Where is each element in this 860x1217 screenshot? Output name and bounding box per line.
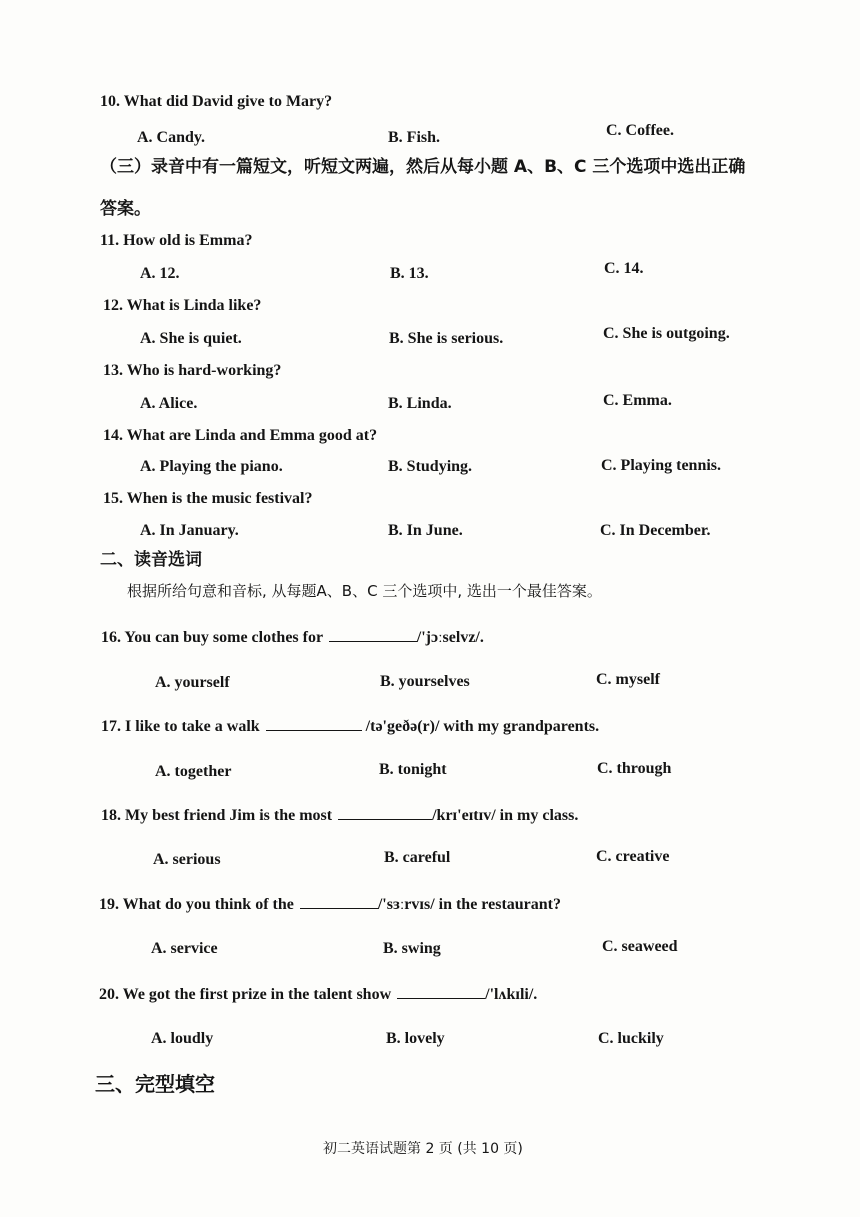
question-19-option-c: C. seaweed	[602, 938, 678, 955]
question-11-option-c: C. 14.	[604, 260, 644, 277]
question-19-phonetic: /'sɜːrvɪs/ in the restaurant?	[377, 896, 561, 913]
page-footer: 初二英语试题第 2 页 (共 10 页)	[323, 1141, 523, 1157]
question-16-option-b: B. yourselves	[380, 673, 470, 690]
question-15-stem: 15. When is the music festival?	[103, 490, 313, 507]
question-14-stem: 14. What are Linda and Emma good at?	[103, 427, 378, 444]
part-3-heading: 三、完型填空	[95, 1072, 215, 1096]
answer-blank	[338, 805, 432, 820]
question-17	[101, 716, 599, 737]
question-18-phonetic: /krɪ'eɪtɪv/ in my class.	[432, 807, 579, 824]
question-14-option-b: B. Studying.	[388, 458, 473, 475]
question-14-option-a: A. Playing the piano.	[140, 458, 283, 475]
question-19-option-b: B. swing	[383, 940, 441, 957]
question-14-option-c: C. Playing tennis.	[601, 457, 722, 474]
question-20	[99, 984, 537, 1005]
question-20-option-b: B. lovely	[386, 1030, 445, 1047]
section-3-instruction-line2: 答案。	[100, 199, 151, 219]
section-3-instruction-line1: （三）录音中有一篇短文，听短文两遍，然后从每小题 A、B、C 三个选项中选出正确	[100, 157, 746, 177]
question-16	[101, 627, 484, 648]
question-18-stem: 18. My best friend Jim is the most	[101, 807, 333, 824]
question-18-option-c: C. creative	[596, 848, 670, 865]
question-17-phonetic: /tə'geðə(r)/ with my grandparents.	[365, 718, 600, 735]
question-15-option-c: C. In December.	[600, 522, 711, 539]
question-11-stem: 11. How old is Emma?	[100, 232, 253, 249]
question-16-phonetic: /'jɔːselvz/.	[416, 629, 484, 646]
question-13-option-b: B. Linda.	[388, 395, 452, 412]
question-12-option-b: B. She is serious.	[389, 330, 504, 347]
question-12-option-a: A. She is quiet.	[140, 330, 242, 347]
answer-blank	[397, 984, 485, 999]
question-20-stem: 20. We got the first prize in the talent show	[99, 986, 392, 1003]
question-13-option-c: C. Emma.	[603, 392, 672, 409]
question-15-option-a: A. In January.	[140, 522, 239, 539]
answer-blank	[300, 894, 378, 909]
question-10-option-a: A. Candy.	[137, 129, 206, 146]
question-19	[99, 894, 561, 915]
question-17-option-b: B. tonight	[379, 761, 447, 778]
part-2-instruction: 根据所给句意和音标, 从每题A、B、C 三个选项中, 选出一个最佳答案。	[127, 582, 602, 600]
question-16-option-a: A. yourself	[155, 674, 230, 691]
question-20-option-a: A. loudly	[151, 1030, 214, 1047]
question-17-stem: 17. I like to take a walk	[101, 718, 260, 735]
question-16-option-c: C. myself	[596, 671, 660, 688]
question-11-option-a: A. 12.	[140, 265, 180, 282]
part-2-heading: 二、读音选词	[100, 550, 202, 570]
question-17-option-a: A. together	[155, 763, 232, 780]
question-10-stem: 10. What did David give to Mary?	[100, 93, 333, 110]
question-12-option-c: C. She is outgoing.	[603, 325, 730, 342]
question-20-option-c: C. luckily	[598, 1030, 664, 1047]
answer-blank	[329, 627, 417, 642]
question-18-option-b: B. careful	[384, 849, 451, 866]
question-10-option-c: C. Coffee.	[606, 122, 674, 139]
question-15-option-b: B. In June.	[388, 522, 463, 539]
question-11-option-b: B. 13.	[390, 265, 429, 282]
question-13-option-a: A. Alice.	[140, 395, 198, 412]
question-16-stem: 16. You can buy some clothes for	[101, 629, 323, 646]
question-19-option-a: A. service	[151, 940, 218, 957]
question-13-stem: 13. Who is hard-working?	[103, 362, 282, 379]
question-17-option-c: C. through	[597, 760, 672, 777]
question-18-option-a: A. serious	[153, 851, 221, 868]
question-20-phonetic: /'lʌkɪli/.	[485, 986, 538, 1003]
question-18	[101, 805, 578, 826]
answer-blank	[266, 716, 362, 731]
question-10-option-b: B. Fish.	[388, 129, 441, 146]
question-19-stem: 19. What do you think of the	[99, 896, 294, 913]
question-12-stem: 12. What is Linda like?	[103, 297, 262, 314]
